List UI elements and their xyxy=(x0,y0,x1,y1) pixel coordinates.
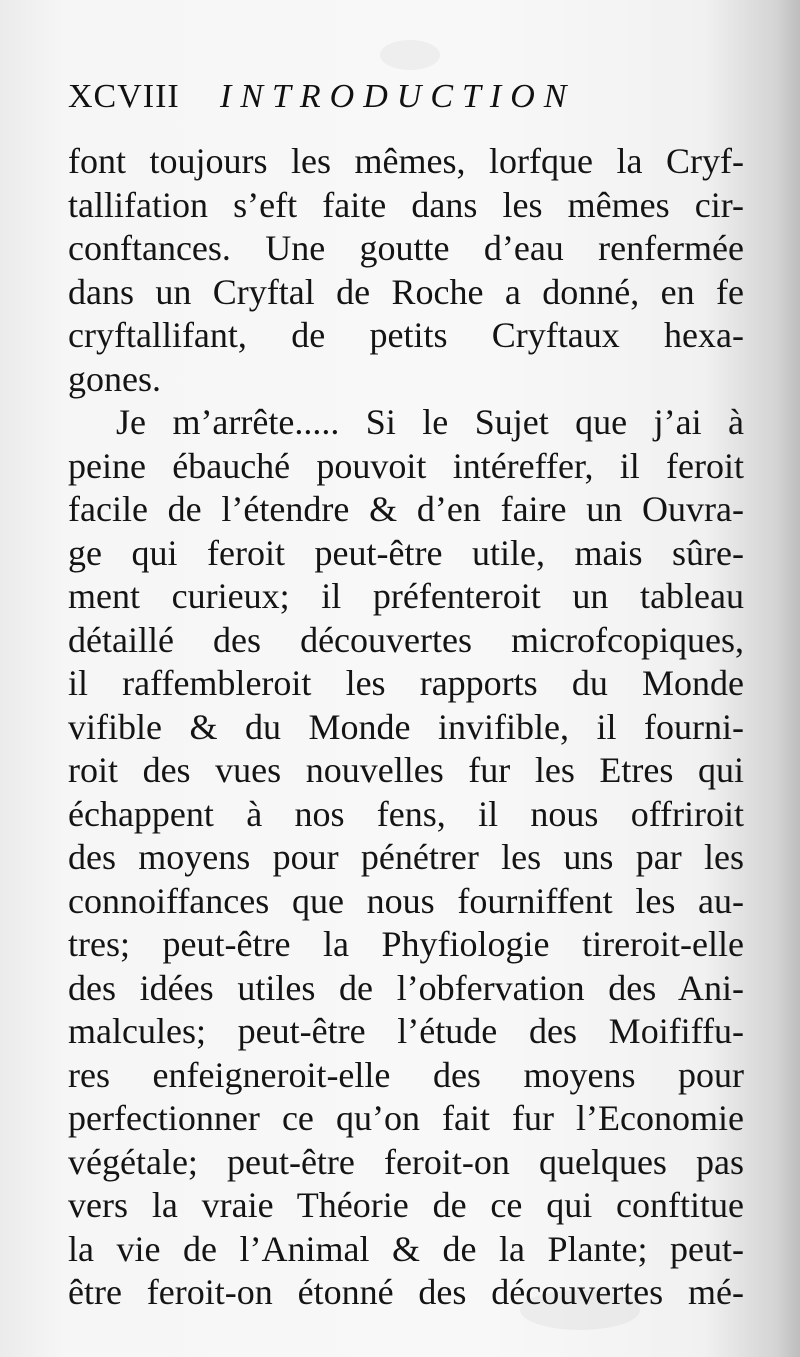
text-line: des idées utiles de l’obfervation des Ani- xyxy=(68,967,744,1008)
paragraph-start-line: Je m’arrête..... Si le Sujet que j’ai à xyxy=(116,402,744,442)
text-line: ge qui feroit peut-être utile, mais sûre- xyxy=(68,532,744,573)
text-line: connoiffances que nous fourniffent les au- xyxy=(68,880,744,921)
text-line: ment curieux; il préfenteroit un tableau xyxy=(68,576,744,616)
text-line: détaillé des découvertes microfcopiques, xyxy=(68,619,744,660)
text-line: malcules; peut-être l’étude des Moififfu- xyxy=(68,1011,744,1051)
text-line: des moyens pour pénétrer les uns par les xyxy=(68,837,744,877)
text-line: tres; peut-être la Phyfiologie tireroit-elle xyxy=(68,924,744,964)
paper-stain xyxy=(380,40,440,70)
text-line: res enfeigneroit-elle des moyens pour xyxy=(68,1054,744,1095)
text-line: vifible & du Monde invifible, il fourni- xyxy=(68,706,744,747)
text-line: dans un Cryftal de Roche a donné, en fe xyxy=(68,271,744,312)
text-line: perfectionner ce qu’on fait fur l’Economie xyxy=(68,1098,744,1138)
page-number: XCVIII xyxy=(68,78,180,115)
text-line: échappent à nos fens, il nous offriroit xyxy=(68,793,744,834)
text-line: roit des vues nouvelles fur les Etres qui xyxy=(68,750,744,790)
text-line: peine ébauché pouvoit intéreffer, il feroit xyxy=(68,445,744,486)
text-line: il raffembleroit les rapports du Monde xyxy=(68,663,744,703)
text-line: tallifation s’eft faite dans les mêmes cir- xyxy=(68,184,744,225)
text-line: cryftallifant, de petits Cryftaux hexa- xyxy=(68,315,744,355)
text-line: la vie de l’Animal & de la Plante; peut- xyxy=(68,1228,744,1269)
text-line: conftances. Une goutte d’eau renfermée xyxy=(68,228,744,268)
text-line: vers la vraie Théorie de ce qui conftitue xyxy=(68,1185,744,1225)
body-text xyxy=(68,140,744,1315)
running-title: INTRODUCTION xyxy=(220,78,576,115)
text-line: facile de l’étendre & d’en faire un Ouvra- xyxy=(68,489,744,529)
text-line: végétale; peut-être feroit-on quelques pas xyxy=(68,1141,744,1182)
page-header xyxy=(68,78,748,128)
text-line: font toujours les mêmes, lorfque la Cryf- xyxy=(68,141,744,181)
text-line: être feroit-on étonné des découvertes mé- xyxy=(68,1272,744,1312)
text-line: gones. xyxy=(68,358,161,399)
